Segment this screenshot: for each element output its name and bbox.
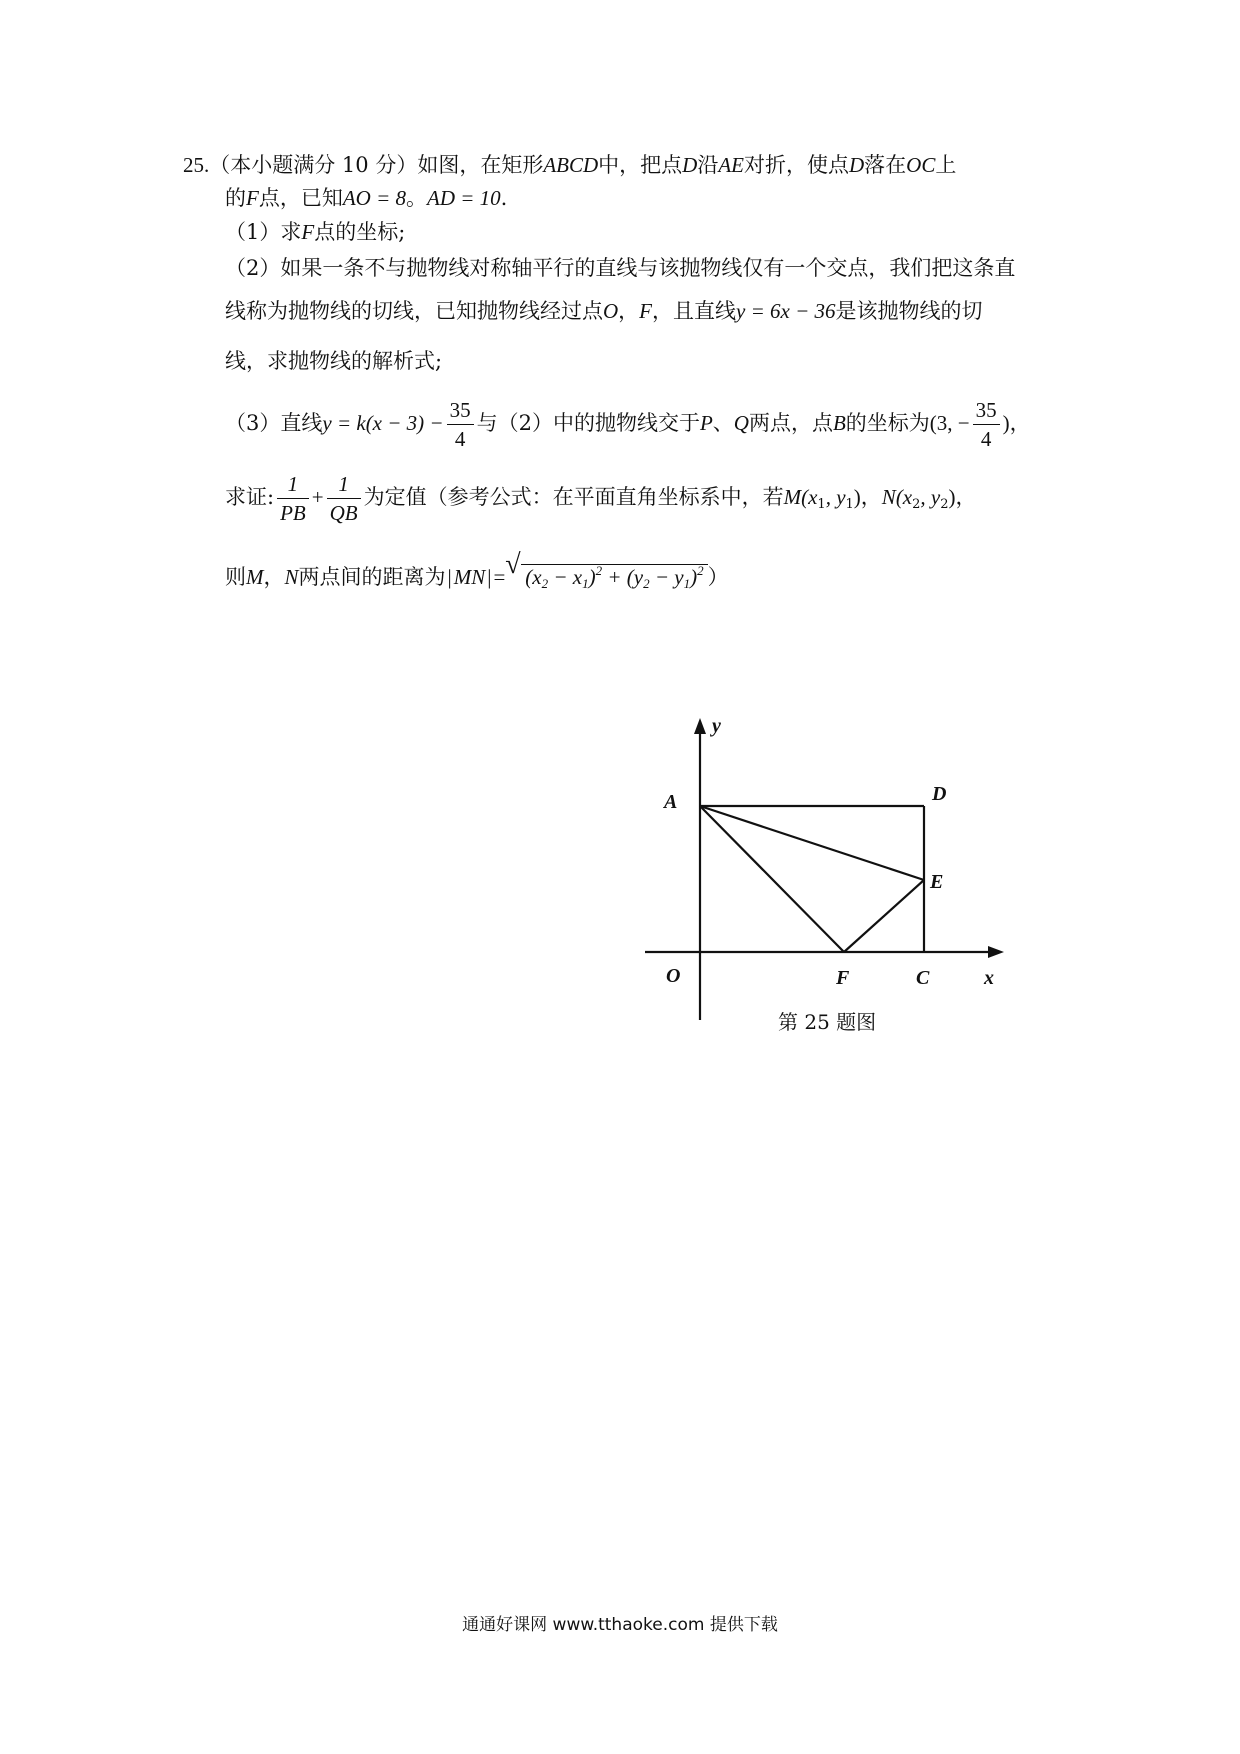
label-c: C [916, 967, 930, 989]
distance-formula-line: 则M，N两点间的距离为|MN|= √ $(x_2 - x_1)^2 + (y_2 - y_1)^2$ ） [225, 556, 729, 599]
fraction-coord-35-over-4: $\frac{35}{4}$ [973, 396, 1000, 453]
fraction-1-over-qb: $\frac{1}{QB}$ [327, 470, 361, 527]
tangent-line-equation: y = 6x − 36 [736, 299, 836, 323]
label-o: O [666, 965, 681, 987]
part-2-line-1: （2）如果一条不与抛物线对称轴平行的直线与该抛物线仅有一个交点，我们把这条直 [225, 256, 1016, 280]
label-e: E [930, 871, 944, 893]
label-x: x [984, 967, 994, 989]
y-axis-arrow [694, 718, 706, 734]
part-3-line-1: （3）直线y = k(x − 3) − $\frac{35}{4}$ 与（2）中的抛物线交于P、Q两点，点B的坐标为(3, − $\frac{35}{4}$ )， [225, 398, 1031, 451]
figure-caption: 第 25 题图 [778, 1010, 877, 1034]
segment-ae [700, 806, 924, 880]
question-header-line-1: 25.（本小题满分 10 分）如图，在矩形ABCD中，把点D沿AE对折，使点D落在OC上 [183, 153, 957, 177]
segment-af [700, 806, 844, 952]
question-number: 25. [183, 153, 210, 177]
square-root-expression: √ $(x_2 - x_1)^2 + (y_2 - y_1)^2$ [505, 556, 707, 599]
part-3-line-2: 求证: $\frac{1}{PB}$ + $\frac{1}{QB}$ 为定值（参考公式：在平面直角坐标系中，若$M(x_1$, $y_1$)，$N(x_2$, $y_2$)， [225, 472, 977, 525]
page-footer: 通通好课网 www.tthaoke.com 提供下载 [462, 1615, 778, 1635]
part-2-line-2: 线称为抛物线的切线，已知抛物线经过点O，F，且直线y = 6x − 36是该抛物线的切 [225, 299, 983, 323]
label-f: F [836, 967, 850, 989]
segment-fe [844, 880, 924, 952]
label-d: D [932, 783, 947, 805]
label-a: A [664, 791, 678, 813]
question-header-line-2: 的F点，已知AO = 8。AD = 10. [225, 186, 508, 210]
fraction-1-over-pb: $\frac{1}{PB}$ [277, 470, 309, 527]
x-axis-arrow [988, 946, 1004, 958]
fraction-35-over-4: $\frac{35}{4}$ [447, 396, 474, 453]
part-1: （1）求F点的坐标; [225, 220, 406, 244]
label-y: y [712, 715, 721, 737]
geometry-figure [620, 700, 1020, 1030]
part-2-line-3: 线，求抛物线的解析式; [225, 349, 443, 373]
